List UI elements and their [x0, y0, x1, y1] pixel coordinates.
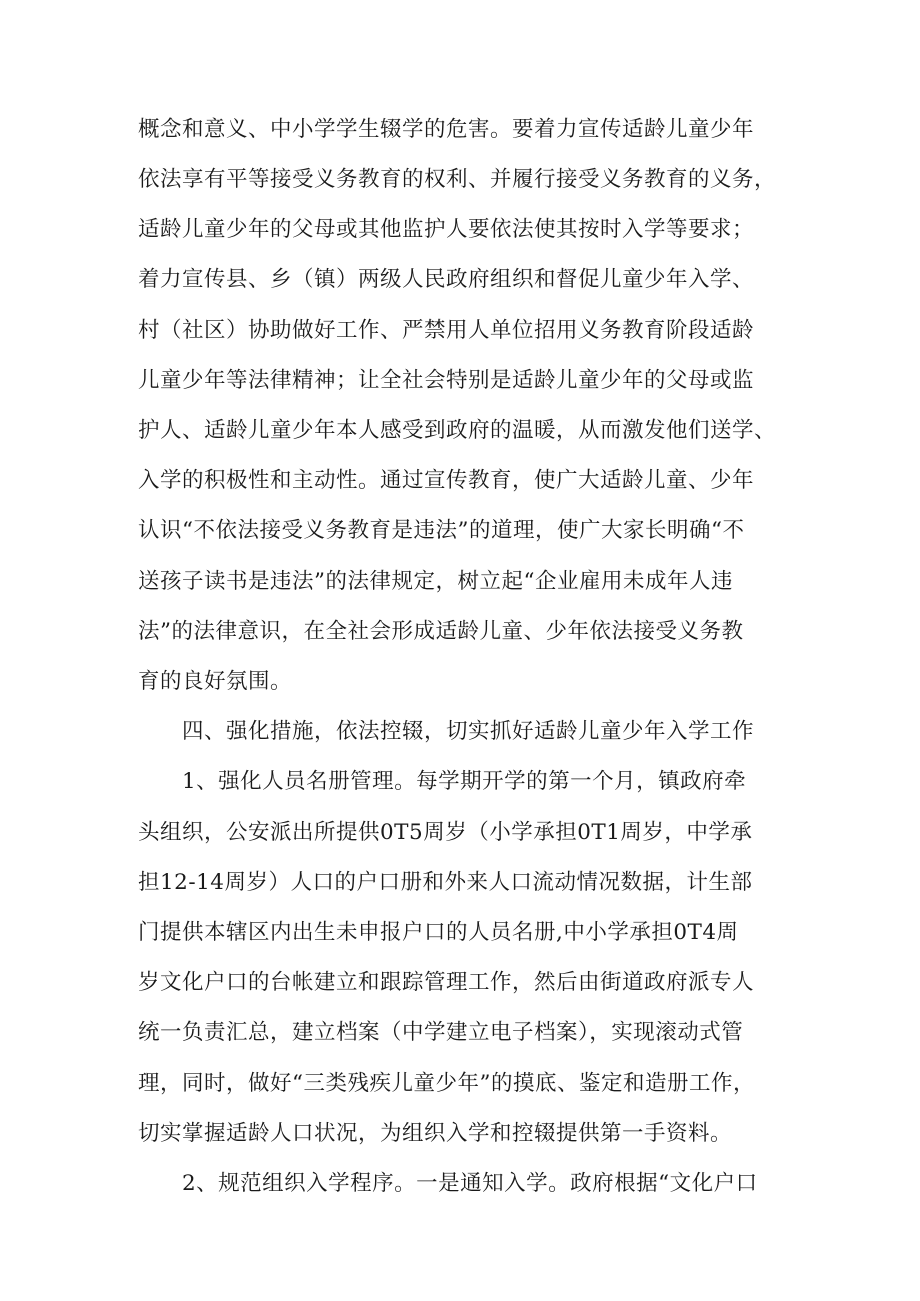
text-line: 担12-14周岁）人口的户口册和外来人口流动情况数据，计生部 — [138, 870, 753, 895]
text-line: 法”的法律意识，在全社会形成适龄儿童、少年依法接受义务教 — [138, 619, 744, 644]
text-line: 入学的积极性和主动性。通过宣传教育，使广大适龄儿童、少年 — [138, 468, 755, 493]
text-line: 岁文化户口的台帐建立和跟踪管理工作，然后由街道政府派专人 — [138, 970, 755, 995]
text-line: 护人、适龄儿童少年本人感受到政府的温暖，从而激发他们送学、 — [138, 418, 777, 443]
text-line: 1、强化人员名册管理。每学期开学的第一个月，镇政府牵 — [182, 769, 747, 794]
text-line: 认识“不依法接受义务教育是违法”的道理，使广大家长明确“不 — [138, 518, 745, 543]
section-heading: 四、强化措施，依法控辍，切实抓好适龄儿童少年入学工作 — [182, 719, 755, 744]
text-line: 概念和意义、中小学学生辍学的危害。要着力宣传适龄儿童少年 — [138, 117, 755, 142]
text-line: 着力宣传县、乡（镇）两级人民政府组织和督促儿童少年入学、 — [138, 267, 755, 292]
text-line: 理，同时，做好“三类残疾儿童少年”的摸底、鉴定和造册工作， — [138, 1071, 755, 1096]
text-line: 依法享有平等接受义务教育的权利、并履行接受义务教育的义务， — [138, 167, 777, 192]
text-line: 门提供本辖区内出生未申报户口的人员名册,中小学承担0T4周 — [138, 920, 739, 945]
text-line: 2、规范组织入学程序。一是通知入学。政府根据“文化户口 — [182, 1171, 758, 1196]
text-line: 头组织，公安派出所提供0T5周岁（小学承担0T1周岁，中学承 — [138, 820, 753, 845]
text-line: 育的良好氛围。 — [138, 669, 293, 694]
text-line: 村（社区）协助做好工作、严禁用人单位招用义务教育阶段适龄 — [138, 318, 755, 343]
text-line: 儿童少年等法律精神；让全社会特别是适龄儿童少年的父母或监 — [138, 368, 755, 393]
text-line: 适龄儿童少年的父母或其他监护人要依法使其按时入学等要求； — [138, 217, 755, 242]
text-line: 统一负责汇总，建立档案（中学建立电子档案），实现滚动式管 — [138, 1020, 744, 1045]
text-line: 切实掌握适龄人口状况，为组织入学和控辍提供第一手资料。 — [138, 1121, 733, 1146]
text-line: 送孩子读书是违法”的法律规定，树立起“企业雇用未成年人违 — [138, 569, 733, 594]
